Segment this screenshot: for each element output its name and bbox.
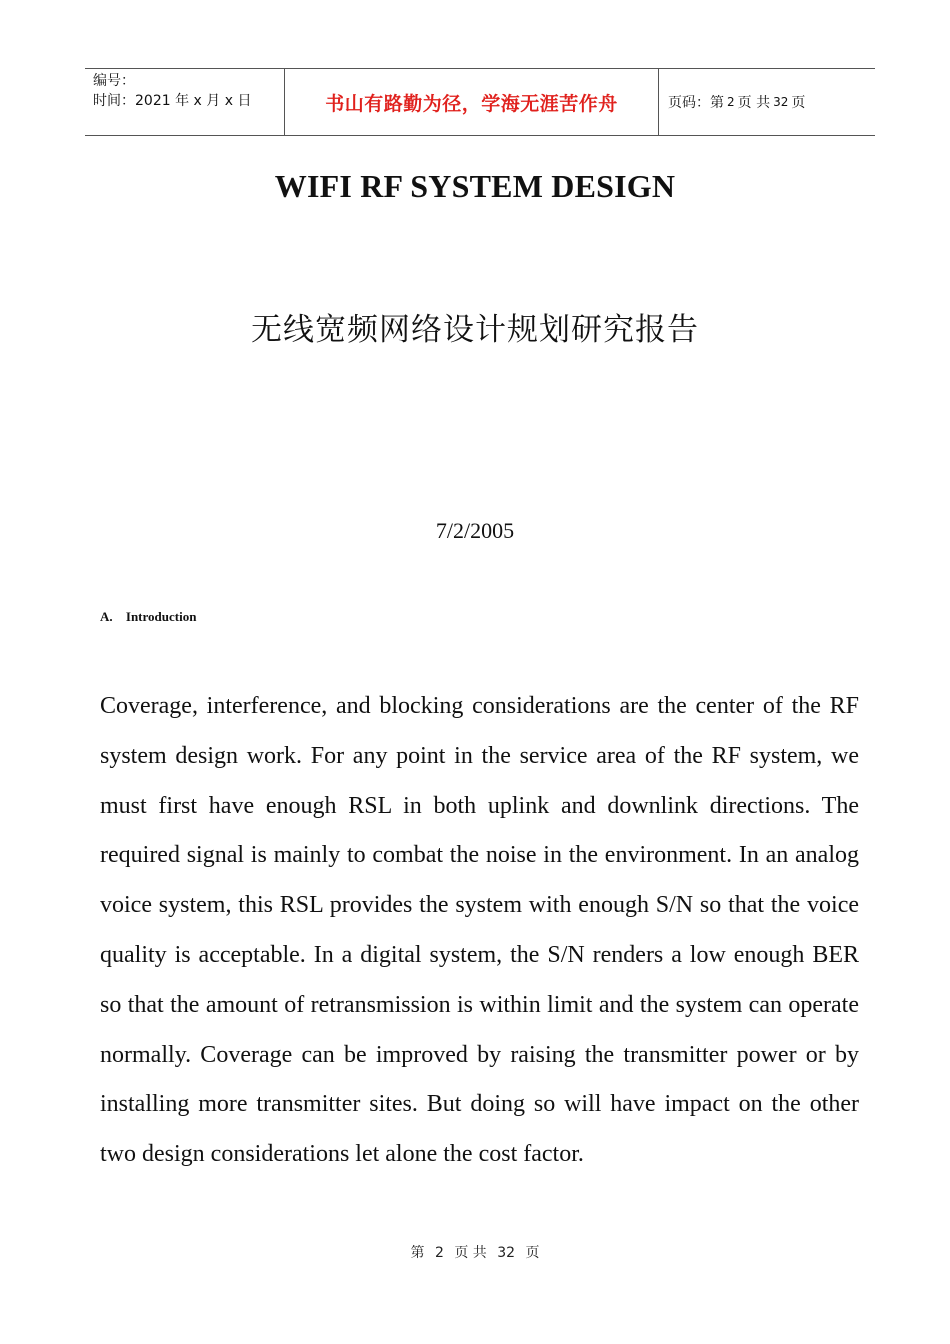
page-header xyxy=(85,68,875,136)
time-label: 时间：2021 年 x 月 x 日 xyxy=(93,93,252,109)
section-heading xyxy=(100,609,196,625)
header-page-mid: 页 共 xyxy=(737,95,771,111)
header-page-total: 32 xyxy=(773,95,789,109)
section-marker: A. xyxy=(100,609,113,624)
number-label: 编号： xyxy=(93,73,135,89)
header-page-number xyxy=(659,69,875,135)
header-page-prefix: 页码：第 xyxy=(668,95,724,111)
footer-mid: 页 共 xyxy=(454,1245,487,1261)
header-meta xyxy=(85,69,285,135)
page-footer xyxy=(0,1242,950,1262)
footer-prefix: 第 xyxy=(410,1245,425,1261)
document-title-english: WIFI RF SYSTEM DESIGN xyxy=(274,168,676,204)
header-motto: 书山有路勤为径，学海无涯苦作舟 xyxy=(285,69,659,135)
footer-total-pages: 32 xyxy=(497,1245,516,1261)
header-page-suffix: 页 xyxy=(791,95,806,111)
section-heading-text: Introduction xyxy=(125,609,197,624)
section-body-paragraph: Coverage, interference, and blocking considerations are the center of the RF system design work. For any point in the service area of the RF system, we must first have enough RSL in both uplink and downlink directions. The required signal is mainly to combat the noise in the environment. In an analog voice system, this RSL provides the system with enough S/N so that the voice quality is acceptable. In a digital system, the S/N renders a low enough BER so that the amount of retransmission is within limit and the system can operate normally. Coverage can be improved by raising the transmitter power or by installing more transmitter sites. But doing so will have impact on the other two design considerations let alone the cost factor. xyxy=(100,693,859,1168)
header-page-current: 2 xyxy=(727,95,735,109)
document-date: 7/2/2005 xyxy=(435,518,515,543)
footer-current-page: 2 xyxy=(434,1245,444,1261)
footer-suffix: 页 xyxy=(525,1245,540,1261)
document-title-chinese: 无线宽频网络设计规划研究报告 xyxy=(251,312,699,348)
